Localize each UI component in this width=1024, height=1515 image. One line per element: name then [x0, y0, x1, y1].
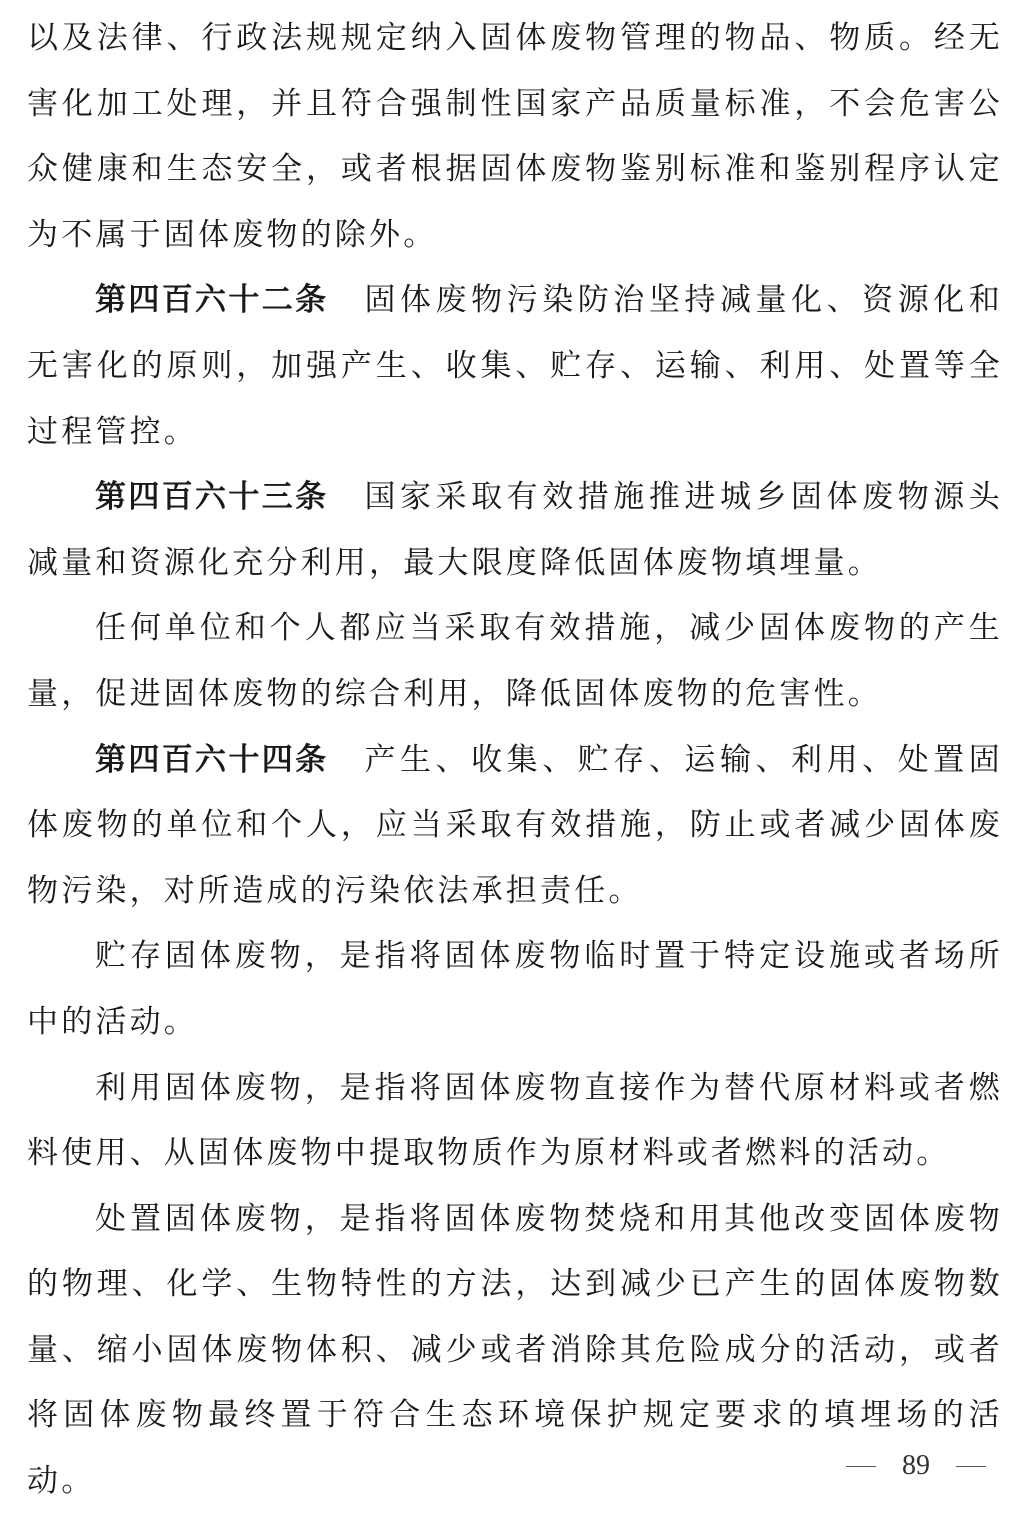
- paragraph-text: 处置固体废物，是指将固体废物焚烧和用其他改变固体废物的物理、化学、生物特性的方法，达到减少已产生的固体废物数量、缩小固体废物体积、减少或者消除其危险成分的活动，或者将固体废物最终置于符合生态环境保护规定要求的填埋场的活动。: [27, 1200, 1003, 1500]
- article-number: 第四百六十三条: [95, 479, 329, 516]
- paragraph: [27, 924, 1003, 1055]
- paragraph-text: 固体废物污染防治坚持减量化、资源化和无害化的原则，加强产生、收集、贮存、运输、利用、处置等全过程管控。: [27, 282, 1003, 450]
- page-footer: [846, 1450, 986, 1482]
- footer-dash-right: [956, 1466, 986, 1467]
- article-462: [27, 268, 1003, 465]
- paragraph-text: 贮存固体废物，是指将固体废物临时置于特定设施或者场所中的活动。: [27, 938, 1003, 1040]
- footer-dash-left: [846, 1466, 876, 1467]
- paragraph-text: 以及法律、行政法规规定纳入固体废物管理的物品、物质。经无害化加工处理，并且符合强制性国家产品质量标准，不会危害公众健康和生态安全，或者根据固体废物鉴别标准和鉴别程序认定为不属于固体废物的除外。: [27, 20, 1003, 253]
- paragraph-text: 国家采取有效措施推进城乡固体废物源头减量和资源化充分利用，最大限度降低固体废物填埋量。: [27, 479, 1003, 581]
- article-464: [27, 728, 1003, 925]
- paragraph-continuation: [27, 6, 1003, 268]
- page-number: 89: [902, 1450, 930, 1481]
- article-463: [27, 465, 1003, 596]
- paragraph-text: 任何单位和个人都应当采取有效措施，减少固体废物的产生量，促进固体废物的综合利用，降低固体废物的危害性。: [27, 610, 1003, 712]
- paragraph: [27, 596, 1003, 727]
- paragraph: [27, 1056, 1003, 1187]
- paragraph-text: 利用固体废物，是指将固体废物直接作为替代原材料或者燃料使用、从固体废物中提取物质作为原材料或者燃料的活动。: [27, 1069, 1003, 1172]
- article-number: 第四百六十四条: [95, 741, 329, 778]
- paragraph-text: 产生、收集、贮存、运输、利用、处置固体废物的单位和个人，应当采取有效措施，防止或者减少固体废物污染，对所造成的污染依法承担责任。: [27, 741, 1003, 909]
- document-body: [27, 0, 1003, 1515]
- article-number: 第四百六十二条: [95, 282, 329, 319]
